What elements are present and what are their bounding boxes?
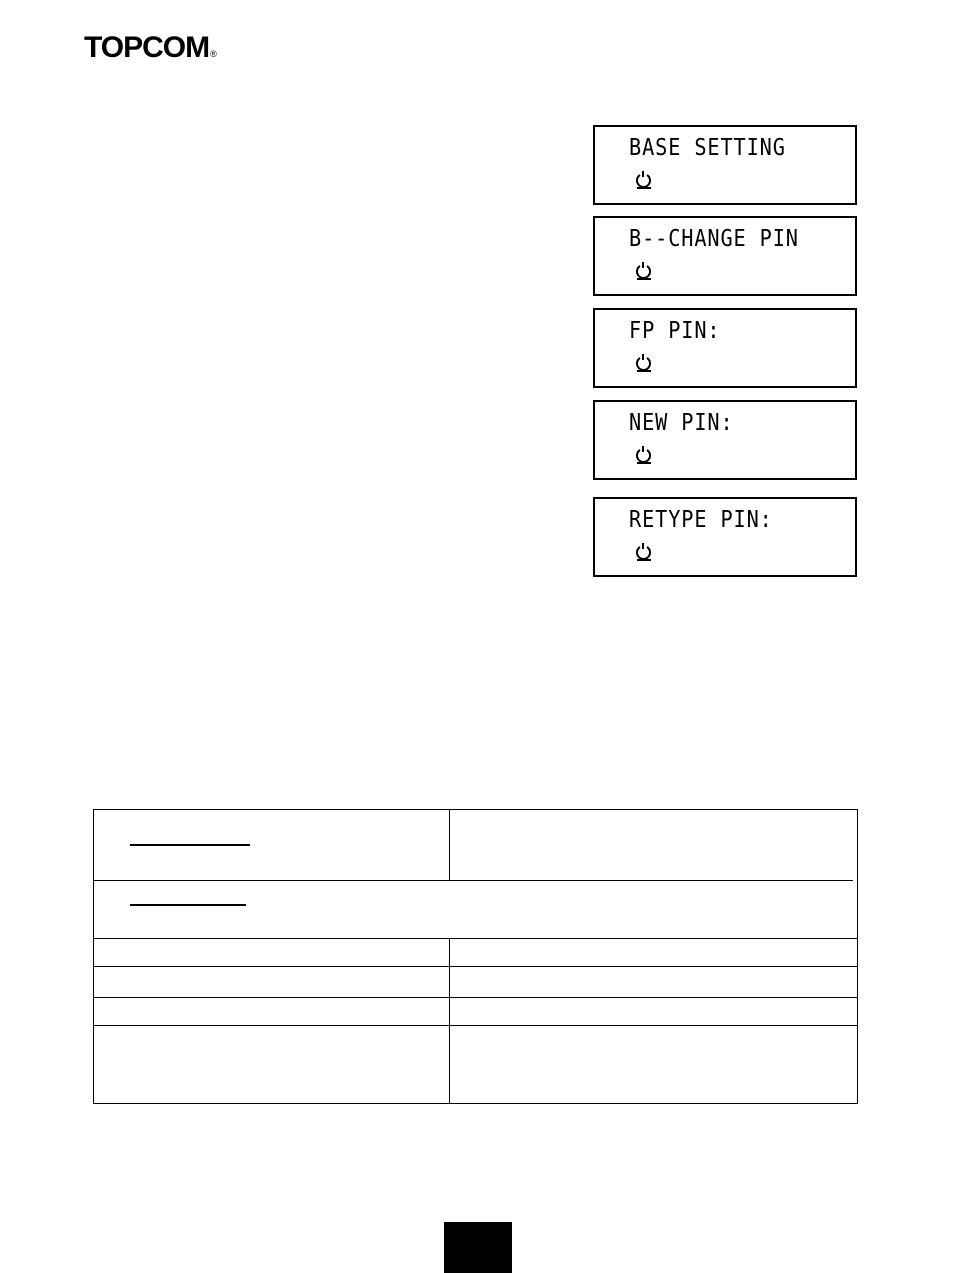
table-divider [94,880,853,881]
table-divider [94,997,857,998]
lcd-text: FP PIN: [629,318,721,344]
page-number-box [444,1222,512,1273]
handset-key-icon [635,260,653,282]
handset-key-icon [635,541,653,563]
table-divider [94,1025,857,1026]
lcd-text: NEW PIN: [629,410,734,436]
handset-key-icon [635,352,653,374]
lcd-screen-retype-pin [593,497,857,577]
lcd-text: B--CHANGE PIN [629,226,799,252]
handset-key-icon [635,169,653,191]
handset-key-icon [635,444,653,466]
lcd-screen-change-pin [593,216,857,296]
underline-mark [130,904,246,906]
info-table [93,809,858,1104]
lcd-screen-fp-pin [593,308,857,388]
table-divider [449,810,450,880]
topcom-logo [84,30,215,66]
lcd-screen-new-pin [593,400,857,480]
table-divider [94,938,857,939]
table-divider [449,938,450,1104]
lcd-screen-base-setting [593,125,857,205]
lcd-text: RETYPE PIN: [629,507,773,533]
lcd-text: BASE SETTING [629,135,786,161]
registered-mark: ® [210,49,216,59]
table-divider [94,966,857,967]
underline-mark [130,844,250,846]
brand-name: TOPCOM [84,31,210,64]
